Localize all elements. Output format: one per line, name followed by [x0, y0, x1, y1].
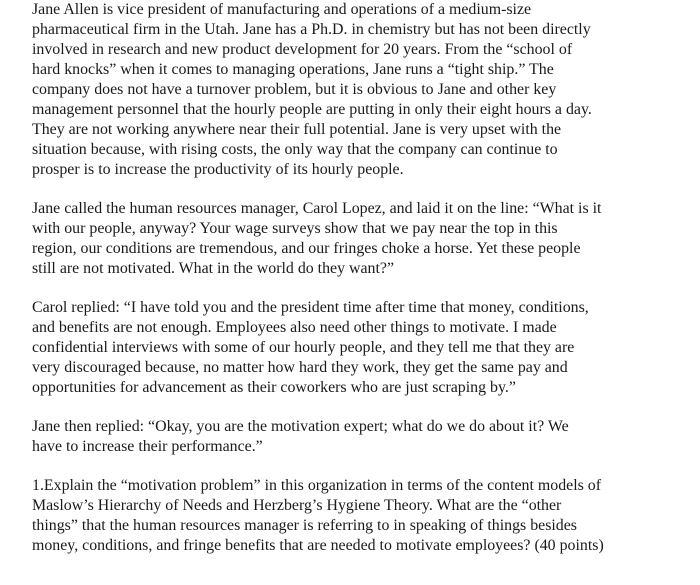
- text-line: confidential interviews with some of our hourly people, and they tell me that they are: [32, 339, 575, 356]
- text-line: money, conditions, and fringe benefits that are needed to motivate employees? (40 points): [32, 537, 604, 554]
- text-line: have to increase their performance.”: [32, 438, 263, 455]
- text-line: Jane Allen is vice president of manufacturing and operations of a medium-size: [32, 1, 532, 18]
- text-line: company does not have a turnover problem, but it is obvious to Jane and other key: [32, 81, 557, 98]
- text-line: opportunities for advancement as their coworkers who are just scraping by.”: [32, 379, 516, 396]
- text-line: They are not working anywhere near their full potential. Jane is very upset with the: [32, 121, 562, 138]
- paragraph-intro: [32, 0, 692, 180]
- paragraph-jane-reply: [32, 417, 692, 457]
- text-line: still are not motivated. What in the world do they want?”: [32, 260, 395, 277]
- text-line: Carol replied: “I have told you and the president time after time that money, conditions,: [32, 299, 589, 316]
- text-line: pharmaceutical firm in the Utah. Jane has a Ph.D. in chemistry but has not been directly: [32, 21, 591, 38]
- text-line: things” that the human resources manager is referring to in speaking of things besides: [32, 517, 577, 534]
- text-line: Jane called the human resources manager, Carol Lopez, and laid it on the line: “What is it: [32, 200, 602, 217]
- paragraph-question-1: [32, 476, 692, 556]
- text-line: Jane then replied: “Okay, you are the motivation expert; what do we do about it? We: [32, 418, 569, 435]
- text-line: region, our conditions are tremendous, and our fringes choke a horse. Yet these people: [32, 240, 581, 257]
- text-line: involved in research and new product development for 20 years. From the “school of: [32, 41, 573, 58]
- text-line: prosper is to increase the productivity of its hourly people.: [32, 161, 404, 178]
- text-line: situation because, with rising costs, the only way that the company can continue to: [32, 141, 558, 158]
- text-line: management personnel that the hourly people are putting in only their eight hours a day.: [32, 101, 592, 118]
- paragraph-spacer: [32, 457, 692, 476]
- text-line: 1.Explain the “motivation problem” in this organization in terms of the content models of: [32, 477, 601, 494]
- text-line: very discouraged because, no matter how hard they work, they get the same pay and: [32, 359, 568, 376]
- text-line: Maslow’s Hierarchy of Needs and Herzberg’s Hygiene Theory. What are the “other: [32, 497, 562, 514]
- paragraph-spacer: [32, 279, 692, 298]
- case-study-document: [32, 0, 692, 556]
- text-line: with our people, anyway? Your wage surveys show that we pay near the top in this: [32, 220, 558, 237]
- paragraph-jane-question: [32, 199, 692, 279]
- paragraph-spacer: [32, 180, 692, 199]
- text-line: hard knocks” when it comes to managing operations, Jane runs a “tight ship.” The: [32, 61, 554, 78]
- paragraph-carol-reply: [32, 298, 692, 398]
- text-line: and benefits are not enough. Employees also need other things to motivate. I made: [32, 319, 557, 336]
- paragraph-spacer: [32, 398, 692, 417]
